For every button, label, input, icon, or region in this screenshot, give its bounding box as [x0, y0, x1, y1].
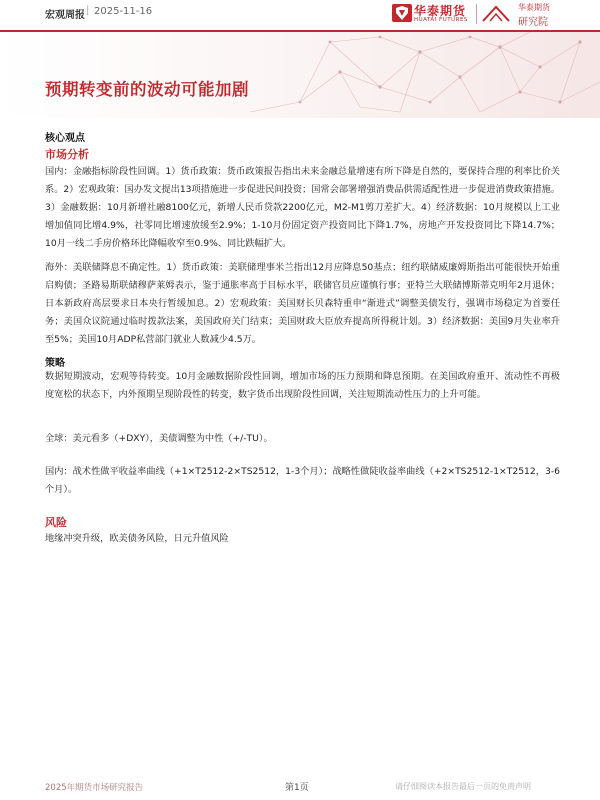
title-banner	[0, 32, 600, 118]
report-title: 预期转变前的波动可能加剧	[45, 80, 249, 99]
risk-heading: 风险	[45, 516, 67, 529]
institute-line1: 华泰期货	[518, 3, 550, 12]
institute-mark-icon	[482, 5, 510, 23]
network-pattern-graphic	[0, 32, 600, 118]
footer-page-number: 第1页	[285, 783, 309, 793]
core-views-label: 核心观点	[45, 133, 85, 144]
global-strategy-line: 全球：美元看多（+DXY），美债调整为中性（+/-TU）。	[45, 433, 273, 444]
domestic-strategy-line: 国内：战术性做平收益率曲线（+1×T2512-2×TS2512，1-3个月）；战略性做陡收益率曲线（+2×TS2512-1×T2512，3-6个月）。	[45, 466, 560, 495]
header-bar	[0, 0, 600, 30]
footer-report-name: 2025年期货市场研究报告	[45, 783, 144, 793]
header-separator: |	[86, 5, 90, 16]
logo-en-text: HUATAI FUTURES	[414, 17, 468, 23]
market-analysis-heading: 市场分析	[45, 148, 89, 161]
institute-line2: 研究院	[518, 17, 548, 28]
huatai-futures-logo	[392, 2, 472, 26]
risk-paragraph: 地缘冲突升级，欧美债务风险，日元升值风险	[45, 533, 229, 544]
logo-cn-text: 华泰期货	[414, 4, 467, 18]
strategy-label: 策略	[45, 358, 65, 369]
doc-date: 2025-11-16	[94, 6, 153, 17]
domestic-analysis-paragraph: 国内：金融指标阶段性回调。1）货币政策：货币政策报告指出未来金融总量增速有所下降是自然的，要保持合理的利率比价关系。2）宏观政策：国办发文提出13项措施进一步促进民间投资；国常会部署增强消费品供需适配性进一步促进消费政策措施。3）金融数据：10月新增社融8100亿元，新增人民币贷款2200亿元，M2-M1剪刀差扩大。4）经济数据：10月规模以上工业增加值同比增4.9%，社零同比增速放缓至2.9%；1-10月份固定资产投资同比下降1.7%，房地产开发投资同比下降14.7%；10月一线二手房价格环比降幅收窄至0.9%、同比跌幅扩大。	[45, 166, 560, 249]
footer-disclaimer: 请仔细阅读本报告最后一页的免责声明	[395, 782, 531, 791]
strategy-paragraph: 数据短期波动，宏观等待转变。10月金融数据阶段性回调，增加市场的压力预期和降息预期。在美国政府重开、流动性不再极度宽松的状态下，内外预期呈现阶段性的转变，数字货币出现阶段性回调，关注短期流动性压力的上升可能。	[45, 371, 560, 400]
logo-divider	[476, 4, 477, 24]
huatai-logo-icon	[392, 4, 412, 22]
overseas-analysis-paragraph: 海外：美联储降息不确定性。1）货币政策：美联储理事米兰指出12月应降息50基点；纽约联储威廉姆斯指出可能很快开始重启购债；圣路易斯联储穆萨莱姆表示，鉴于通胀率高于目标水平，联储官员应谨慎行事；亚特兰大联储博斯蒂克明年2月退休；日本新政府高层要求日本央行暂缓加息。2）宏观政策：美国财长贝森特重申“渐进式”调整美债发行，强调市场稳定为首要任务；美国众议院通过临时拨款法案，美国政府关门结束；美国财政大臣放弃提高所得税计划。3）经济数据：美国9月失业率升至5%；美国10月ADP私营部门就业人数减少4.5万。	[45, 262, 560, 345]
doc-type-label: 宏观周报	[45, 10, 85, 21]
institute-logo	[482, 2, 562, 28]
